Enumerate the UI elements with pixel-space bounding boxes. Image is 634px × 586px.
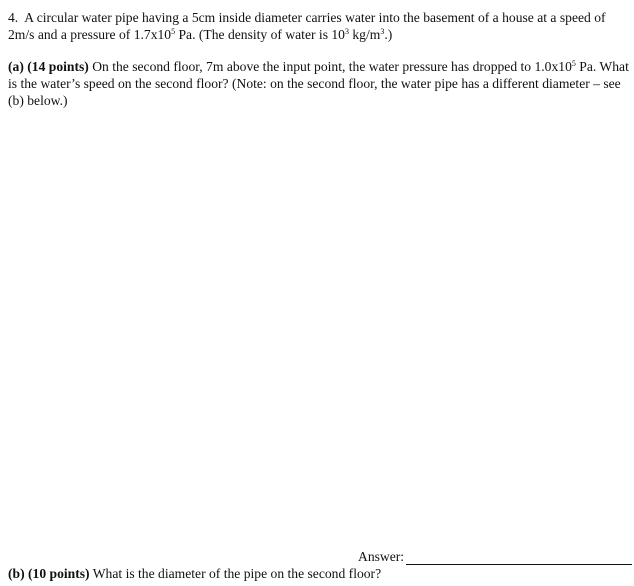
answer-label: Answer: (358, 549, 405, 564)
exponent: 5 (571, 59, 576, 68)
question-intro-text: .) (384, 27, 393, 42)
question-intro-text: A circular water pipe having a 5cm inside diameter carries water into the basement of a house at a speed of 2m/s and a pressure of 1.7x10 (8, 10, 606, 42)
part-b-text: What is the diameter of the pipe on the second floor? (89, 566, 382, 581)
part-b-prompt (8, 565, 630, 582)
part-a-text: Pa. What is the water’s speed on the second floor? (Note: on the second floor, the water pipe has a different diameter – see (b) below.) (8, 59, 629, 108)
question-intro-text: kg/m (348, 27, 381, 42)
part-b-label: (b) (10 points) (8, 566, 90, 581)
answer-field (358, 547, 632, 565)
question-intro-text: Pa. (The density of water is 10 (175, 27, 345, 42)
question-number: 4. (8, 10, 19, 25)
part-a-prompt (8, 58, 630, 109)
part-a-label: (a) (14 points) (8, 59, 89, 74)
exponent: 5 (171, 27, 176, 36)
question-4-intro (8, 9, 630, 43)
answer-blank-line[interactable] (406, 551, 632, 565)
exponent: 3 (380, 27, 385, 36)
exponent: 3 (344, 27, 349, 36)
part-a-text: On the second floor, 7m above the input point, the water pressure has dropped to 1.0x10 (88, 59, 572, 74)
